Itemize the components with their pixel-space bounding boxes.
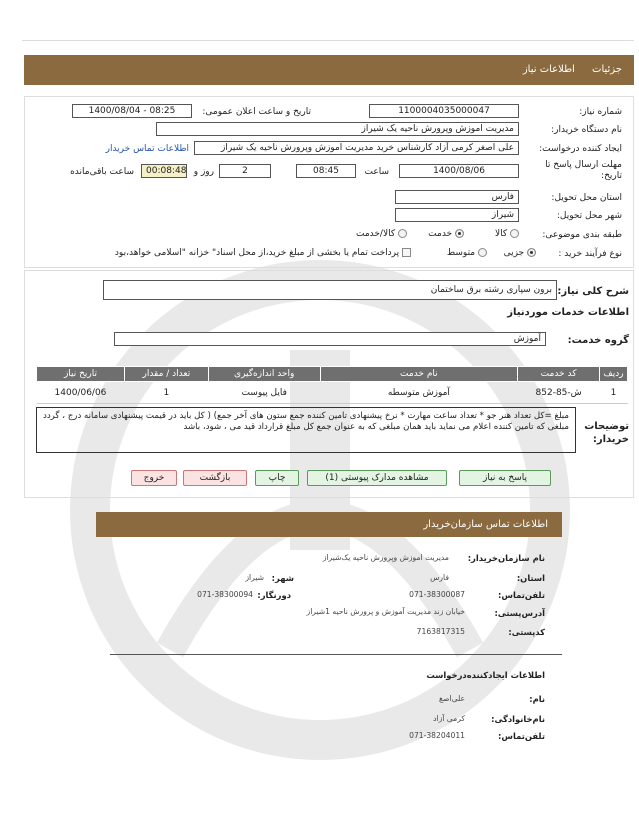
category-goods-label: کالا xyxy=(494,229,508,239)
radio-goods-service[interactable] xyxy=(398,229,407,238)
announce-field: 1400/08/04 - 08:25 xyxy=(72,104,192,118)
back-button[interactable]: بازگشت xyxy=(183,470,247,486)
buyer-org-field: مدیریت اموزش وپرورش ناحیه یک شیراز xyxy=(156,122,519,136)
col-code: کد خدمت xyxy=(518,367,600,382)
contact-title: اطلاعات تماس سازمان‌خریدار xyxy=(423,519,548,530)
radio-goods[interactable] xyxy=(510,229,519,238)
purchase-partial-option[interactable] xyxy=(504,248,536,258)
contact-postal-value: 7163817315 xyxy=(416,627,465,636)
col-unit: واحد اندازه‌گیری xyxy=(208,367,320,382)
creator-last-name-label: نام‌خانوادگی: xyxy=(491,714,545,724)
contact-province-label: استان: xyxy=(516,573,545,583)
buyer-contact-link[interactable]: اطلاعات تماس خریدار xyxy=(105,144,189,154)
contact-phone-label: تلفن‌تماس: xyxy=(498,590,545,600)
buyer-name-label: نام سازمان‌خریدار: xyxy=(467,553,545,563)
reply-button[interactable]: پاسخ به نیاز xyxy=(459,470,551,486)
city-field: شیراز xyxy=(395,208,519,222)
category-service-label: خدمت xyxy=(428,229,453,239)
creator-first-name-label: نام: xyxy=(529,694,545,704)
cell-row: 1 xyxy=(600,382,628,404)
deadline-time-field: 08:45 xyxy=(296,164,356,178)
col-row: ردیف xyxy=(600,367,628,382)
remaining-label: ساعت باقی‌مانده xyxy=(70,167,134,177)
cell-qty: 1 xyxy=(124,382,208,404)
deadline-time-label: ساعت xyxy=(364,167,389,177)
radio-partial[interactable] xyxy=(527,248,536,257)
contact-city-label: شهر: xyxy=(271,573,294,583)
days-field: 2 xyxy=(219,164,271,178)
contact-address-value: خیابان زند مدیریت آموزش و پرورش ناحیه 1شیراز xyxy=(306,607,465,616)
category-service-option[interactable] xyxy=(428,229,464,239)
contact-fax-value: 071-38300094 xyxy=(197,590,253,599)
col-qty: تعداد / مقدار xyxy=(124,367,208,382)
days-label: روز و xyxy=(193,167,214,177)
creator-section-title: اطلاعات ایجادکننده‌درخواست xyxy=(426,670,545,680)
creator-field: علی اصغر کرمی آزاد کارشناس خرید مدیریت اموزش وپرورش ناحیه یک شیراز xyxy=(194,141,519,155)
contact-address-label: آدرس‌پستی: xyxy=(494,608,545,618)
creator-first-name-value: علی‌اصغ xyxy=(439,694,465,703)
top-divider xyxy=(22,40,634,41)
contact-postal-label: کدپستی: xyxy=(508,627,545,637)
need-number-field: 1100004035000047 xyxy=(369,104,519,118)
purchase-medium-option[interactable] xyxy=(447,248,487,258)
city-label: شهر محل تحویل: xyxy=(556,211,622,221)
services-table xyxy=(36,366,628,404)
service-group-label: گروه خدمت: xyxy=(567,335,629,346)
summary-field: برون سپاری رشته برق ساختمان xyxy=(103,280,557,300)
category-goods-option[interactable] xyxy=(495,229,519,239)
page-header xyxy=(24,55,634,85)
creator-phone-label: تلفن‌تماس: xyxy=(498,731,545,741)
radio-medium[interactable] xyxy=(478,248,487,257)
contact-province-value: فارس xyxy=(430,573,449,582)
exit-button[interactable]: خروج xyxy=(131,470,177,486)
contact-header xyxy=(96,512,562,537)
table-header-row xyxy=(37,367,628,382)
buyer-notes-label: توضیحات خریدار: xyxy=(584,421,629,445)
category-goods-service-label: کالا/خدمت xyxy=(355,229,396,239)
buyer-notes-text: مبلغ =کل تعداد هنر جو * تعداد ساعت مهارت * نرخ پیشنهادی تامین کننده جمع ستون های آخر جمع) ( کل باید در قیمت پیشنهادی سامانه درج ، گردد مبلغی که تامین کننده اعلام می نماید باید همان مبلغی که به عنوان جمع کل مبلغ قرارداد قید می ، شود، باشد xyxy=(36,407,576,453)
payment-note[interactable] xyxy=(115,248,411,258)
cell-unit: فایل پیوست xyxy=(208,382,320,404)
services-title: اطلاعات خدمات مورد‌نیاز xyxy=(507,307,629,318)
service-group-field: آموزش xyxy=(114,332,546,346)
payment-note-text: پرداخت تمام یا بخشی از مبلغ خرید،از محل اسناد" خزانه "اسلامی خواهد،بود xyxy=(114,248,400,258)
contact-fax-label: دورنگار: xyxy=(257,590,291,600)
deadline-label: مهلت ارسال پاسخ تا تاریخ: xyxy=(545,160,622,181)
tab-details[interactable]: جزئیات xyxy=(592,64,622,75)
category-label: طبقه بندی موضوعی: xyxy=(542,230,622,240)
purchase-type-label: نوع فرآیند خرید : xyxy=(558,249,622,259)
contact-phone-value: 071-38300087 xyxy=(409,590,465,599)
purchase-partial-label: جزیی xyxy=(503,248,525,258)
province-field: فارس xyxy=(395,190,519,204)
remaining-time-field: 00:08:48 xyxy=(141,164,187,178)
announce-label: تاریخ و ساعت اعلان عمومی: xyxy=(202,107,311,117)
cell-date: 1400/06/06 xyxy=(37,382,125,404)
cell-code: ش-85-852 xyxy=(518,382,600,404)
buyer-name-value: مدیریت اموزش وپرورش ناحیه یک‌شیراز xyxy=(322,553,449,562)
contact-separator xyxy=(110,654,562,655)
province-label: استان محل تحویل: xyxy=(551,193,622,203)
col-date: تاریخ نیاز xyxy=(37,367,125,382)
contact-city-value: شیراز xyxy=(245,573,264,582)
radio-service[interactable] xyxy=(455,229,464,238)
payment-checkbox[interactable] xyxy=(402,248,411,257)
category-goods-service-option[interactable] xyxy=(356,229,407,239)
cell-name: آموزش متوسطه xyxy=(320,382,518,404)
tab-need-info[interactable]: اطلاعات نیاز xyxy=(522,64,575,75)
col-name: نام خدمت xyxy=(320,367,518,382)
attachments-button[interactable]: مشاهده مدارک پیوستی (1) xyxy=(307,470,447,486)
buyer-org-label: نام دستگاه خریدار: xyxy=(551,125,622,135)
creator-last-name-value: کرمی آزاد xyxy=(433,714,465,723)
creator-label: ایجاد کننده درخواست: xyxy=(539,144,622,154)
deadline-date-field: 1400/08/06 xyxy=(399,164,519,178)
table-row xyxy=(37,382,628,404)
purchase-medium-label: متوسط xyxy=(446,248,476,258)
need-number-label: شماره نیاز: xyxy=(579,107,622,117)
creator-phone-value: 071-38204011 xyxy=(409,731,465,740)
print-button[interactable]: چاپ xyxy=(255,470,299,486)
summary-label: شرح کلی نیاز: xyxy=(557,286,629,297)
